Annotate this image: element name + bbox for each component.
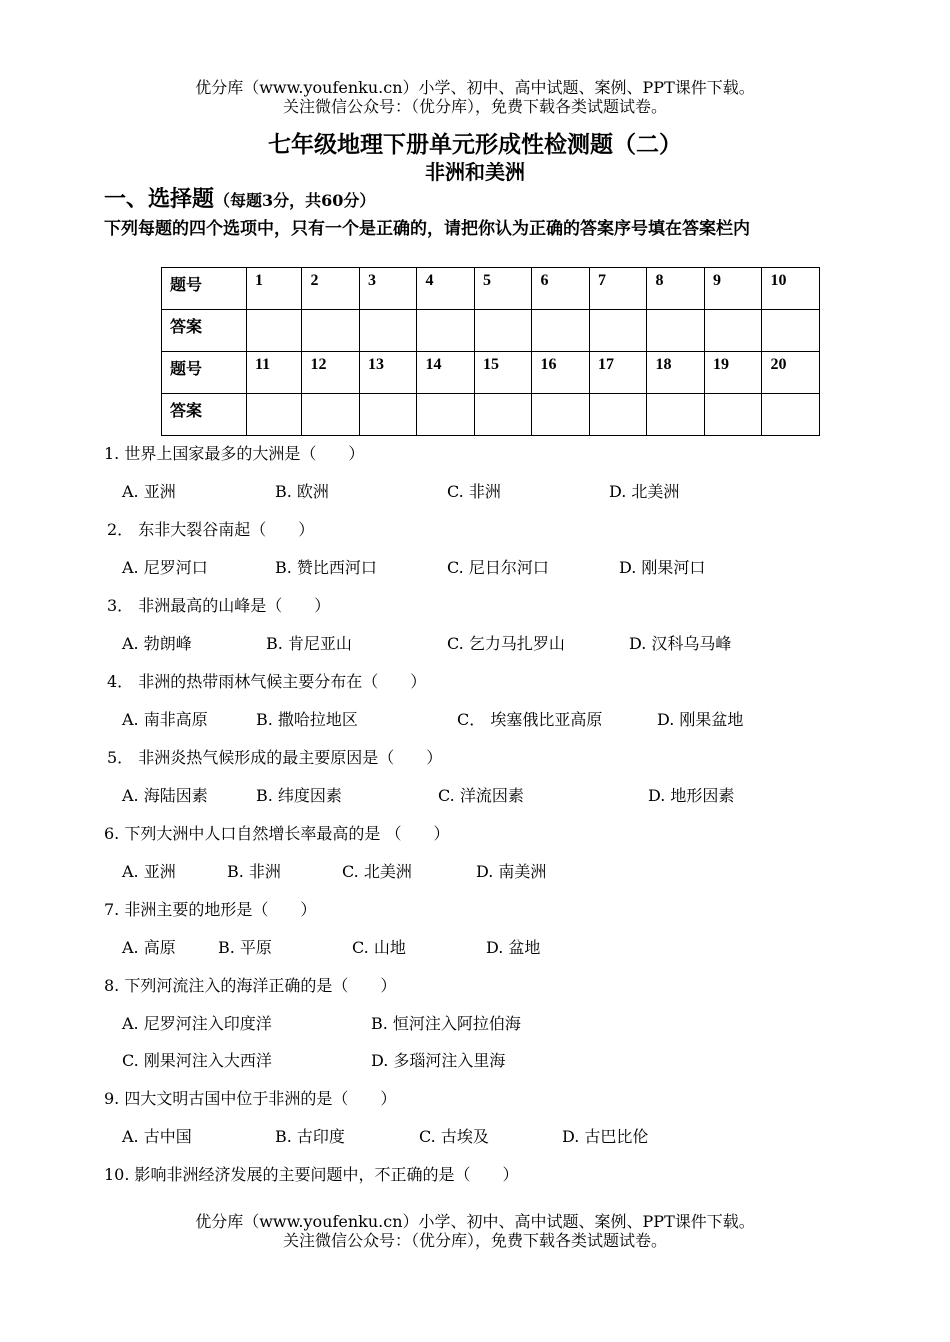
option[interactable]: B. 肯尼亚山 xyxy=(266,634,352,653)
question-stem: 1. 世界上国家最多的大洲是（ ） xyxy=(104,444,365,463)
answer-cell[interactable] xyxy=(589,310,647,352)
option[interactable]: A. 尼罗河口 xyxy=(122,558,208,577)
answer-cell[interactable] xyxy=(589,394,647,436)
answer-cell[interactable] xyxy=(704,310,762,352)
option[interactable]: D. 地形因素 xyxy=(648,786,735,805)
option[interactable]: A. 高原 xyxy=(122,938,176,957)
answer-table-answer-row xyxy=(162,394,820,436)
option[interactable]: A. 勃朗峰 xyxy=(122,634,192,653)
row-label-number: 题号 xyxy=(162,268,247,310)
question-number-cell: 2 xyxy=(302,268,360,310)
answer-table-number-row xyxy=(162,352,820,394)
option[interactable]: D. 盆地 xyxy=(486,938,541,957)
option[interactable]: A. 亚洲 xyxy=(122,862,176,881)
option[interactable]: C. 山地 xyxy=(352,938,406,957)
section-score-note: （每题3分，共60分） xyxy=(214,191,376,210)
answer-cell[interactable] xyxy=(647,310,705,352)
option[interactable]: B. 纬度因素 xyxy=(256,786,342,805)
option[interactable]: C. 洋流因素 xyxy=(438,786,524,805)
option[interactable]: D. 汉科乌马峰 xyxy=(629,634,732,653)
question-number-cell: 17 xyxy=(589,352,647,394)
question-number-cell: 5 xyxy=(474,268,532,310)
answer-cell[interactable] xyxy=(302,394,360,436)
question-stem: 5． 非洲炎热气候形成的最主要原因是（ ） xyxy=(107,748,443,767)
question-stem: 3． 非洲最高的山峰是（ ） xyxy=(107,596,331,615)
option[interactable]: B. 恒河注入阿拉伯海 xyxy=(371,1014,521,1033)
question-number-cell: 19 xyxy=(704,352,762,394)
header-line-1: 优分库（www.youfenku.cn）小学、初中、高中试题、案例、PPT课件下载。 xyxy=(195,78,755,97)
option[interactable]: D. 刚果河口 xyxy=(619,558,706,577)
answer-cell[interactable] xyxy=(762,310,820,352)
question-stem: 4． 非洲的热带雨林气候主要分布在（ ） xyxy=(107,672,427,691)
option[interactable]: D. 古巴比伦 xyxy=(562,1127,649,1146)
option[interactable]: B. 平原 xyxy=(218,938,272,957)
answer-cell[interactable] xyxy=(359,394,417,436)
page-subtitle: 非洲和美洲 xyxy=(425,160,525,184)
question-stem: 8. 下列河流注入的海洋正确的是（ ） xyxy=(104,976,397,995)
option[interactable]: C. 乞力马扎罗山 xyxy=(447,634,565,653)
question-stem: 2． 东非大裂谷南起（ ） xyxy=(107,520,315,539)
question-stem: 9. 四大文明古国中位于非洲的是（ ） xyxy=(104,1089,397,1108)
answer-table xyxy=(161,267,820,436)
section-heading xyxy=(104,182,375,213)
option[interactable]: A. 古中国 xyxy=(122,1127,192,1146)
option[interactable]: C． 埃塞俄比亚高原 xyxy=(457,710,603,729)
question-number-cell: 11 xyxy=(247,352,302,394)
answer-table-number-row xyxy=(162,268,820,310)
row-label-number: 题号 xyxy=(162,352,247,394)
option[interactable]: A. 南非高原 xyxy=(122,710,208,729)
answer-table-answer-row xyxy=(162,310,820,352)
option[interactable]: B. 撒哈拉地区 xyxy=(256,710,358,729)
option[interactable]: B. 古印度 xyxy=(275,1127,345,1146)
option[interactable]: C. 尼日尔河口 xyxy=(447,558,549,577)
option[interactable]: C. 非洲 xyxy=(447,482,501,501)
question-stem: 10. 影响非洲经济发展的主要问题中，不正确的是（ ） xyxy=(104,1165,519,1184)
footer-line-1: 优分库（www.youfenku.cn）小学、初中、高中试题、案例、PPT课件下载。 xyxy=(195,1212,755,1231)
answer-cell[interactable] xyxy=(762,394,820,436)
question-number-cell: 12 xyxy=(302,352,360,394)
option[interactable]: B. 赞比西河口 xyxy=(275,558,377,577)
question-number-cell: 7 xyxy=(589,268,647,310)
question-number-cell: 13 xyxy=(359,352,417,394)
answer-cell[interactable] xyxy=(647,394,705,436)
question-number-cell: 20 xyxy=(762,352,820,394)
question-number-cell: 10 xyxy=(762,268,820,310)
answer-cell[interactable] xyxy=(532,310,590,352)
question-number-cell: 8 xyxy=(647,268,705,310)
answer-cell[interactable] xyxy=(532,394,590,436)
footer-line-2: 关注微信公众号：（优分库），免费下载各类试题试卷。 xyxy=(282,1231,667,1250)
option[interactable]: B. 欧洲 xyxy=(275,482,329,501)
header-line-2: 关注微信公众号：（优分库），免费下载各类试题试卷。 xyxy=(282,97,667,116)
row-label-answer: 答案 xyxy=(162,310,247,352)
section-title: 一、选择题 xyxy=(104,186,215,212)
answer-cell[interactable] xyxy=(247,394,302,436)
option[interactable]: C. 北美洲 xyxy=(342,862,412,881)
question-number-cell: 16 xyxy=(532,352,590,394)
answer-cell[interactable] xyxy=(359,310,417,352)
option[interactable]: D. 南美洲 xyxy=(476,862,547,881)
answer-cell[interactable] xyxy=(474,310,532,352)
option[interactable]: C. 古埃及 xyxy=(419,1127,489,1146)
question-number-cell: 14 xyxy=(417,352,475,394)
answer-cell[interactable] xyxy=(247,310,302,352)
question-number-cell: 4 xyxy=(417,268,475,310)
question-number-cell: 1 xyxy=(247,268,302,310)
question-number-cell: 18 xyxy=(647,352,705,394)
row-label-answer: 答案 xyxy=(162,394,247,436)
answer-cell[interactable] xyxy=(417,310,475,352)
question-number-cell: 9 xyxy=(704,268,762,310)
question-number-cell: 3 xyxy=(359,268,417,310)
option[interactable]: A. 亚洲 xyxy=(122,482,176,501)
answer-cell[interactable] xyxy=(302,310,360,352)
option[interactable]: D. 刚果盆地 xyxy=(657,710,744,729)
question-number-cell: 6 xyxy=(532,268,590,310)
answer-cell[interactable] xyxy=(417,394,475,436)
option[interactable]: C. 刚果河注入大西洋 xyxy=(122,1051,272,1070)
question-number-cell: 15 xyxy=(474,352,532,394)
option[interactable]: D. 北美洲 xyxy=(609,482,680,501)
option[interactable]: D. 多瑙河注入里海 xyxy=(371,1051,506,1070)
answer-cell[interactable] xyxy=(474,394,532,436)
answer-cell[interactable] xyxy=(704,394,762,436)
question-stem: 7. 非洲主要的地形是（ ） xyxy=(104,900,317,919)
option[interactable]: B. 非洲 xyxy=(227,862,281,881)
question-stem: 6. 下列大洲中人口自然增长率最高的是 （ ） xyxy=(104,824,450,843)
option[interactable]: A. 尼罗河注入印度洋 xyxy=(122,1014,272,1033)
option[interactable]: A. 海陆因素 xyxy=(122,786,208,805)
page-title: 七年级地理下册单元形成性检测题（二） xyxy=(268,131,682,158)
section-instruction: 下列每题的四个选项中，只有一个是正确的，请把你认为正确的答案序号填在答案栏内 xyxy=(104,219,750,239)
